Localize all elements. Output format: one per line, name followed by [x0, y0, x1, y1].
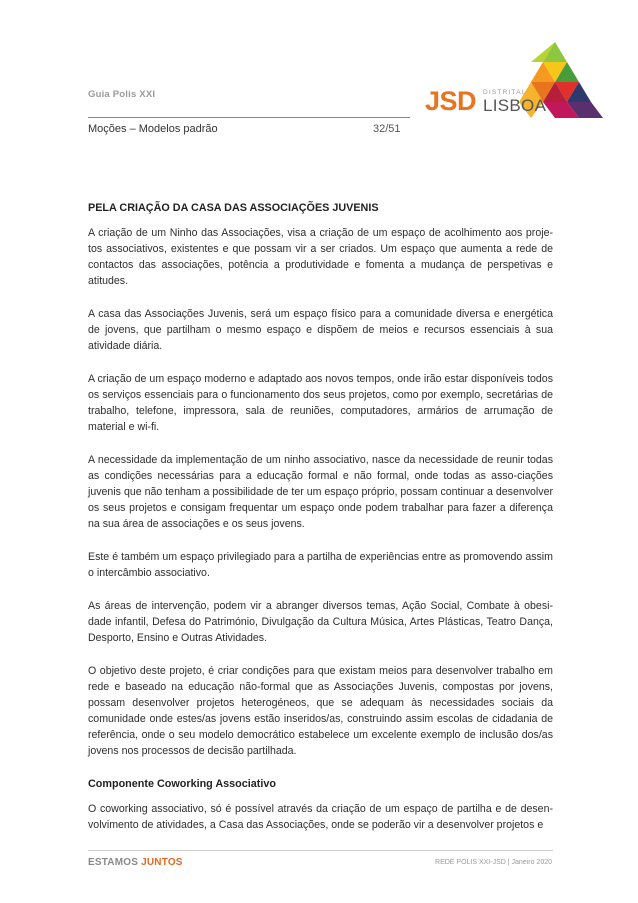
page-number: 32/51	[373, 123, 401, 135]
footer-slogan	[88, 857, 183, 868]
logo-lisboa-text: LISBOA	[483, 96, 547, 115]
body-paragraph: A necessidade da implementação de um ninho associativo, nasce da necessidade de reunir todas as condições necessárias para a educação formal e não formal, onde todas as asso-ciações juvenis que não tenham a possibilidade de ter um espaço próprio, possam continuar a desenvolver os seus projetos e consigam frequentar um espaço onde podem trabalhar para fazer a diferença na sua área de associações e os seus jovens.	[88, 454, 553, 530]
header-rule	[88, 117, 410, 118]
logo-jsd-text: JSD	[425, 86, 477, 116]
body-paragraph: O objetivo deste projeto, é criar condições para que existam meios para desenvolver trabalho em rede e baseado na educação não-formal que as Associações Juvenis, compostas por jovens, possam desenvolver projetos heterogéneos, que se adequam às necessidades sociais da comunidade onde estes/as jovens estão inseridos/as, construindo assim escolas de cidadania de referência, onde o seu modelo democrático estabelece um excelente exemplo de inclusão dos/as jovens nos processos de decisão partilhada.	[88, 665, 553, 757]
body-paragraph: A casa das Associações Juvenis, será um espaço físico para a comunidade diversa e energética de jovens, que partilham o mesmo espaço e dispõem de meios e recursos essenciais à sua atividade diária.	[88, 308, 553, 352]
header-subtitle: Guia Polis XXI	[88, 89, 156, 100]
body-paragraph: Este é também um espaço privilegiado para a partilha de experiências entre as promovendo assim o intercâmbio associativo.	[88, 551, 553, 579]
document-body	[88, 200, 553, 850]
body-paragraph: A criação de um espaço moderno e adaptado aos novos tempos, onde irão estar disponíveis todos os serviços essenciais para o funcionamento dos seus projetos, como por exemplo, secretárias de trabalho, telefone, impressora, sala de reuniões, computadores, armários de arrumação de material e wi-fi.	[88, 373, 553, 433]
footer-source: REDE POLIS XXI-JSD | Janeiro 2020	[435, 859, 552, 866]
footer-rule	[88, 850, 553, 851]
logo-distrital-text: DISTRITAL	[483, 89, 527, 96]
body-paragraph: A criação de um Ninho das Associações, visa a criação de um espaço de acolhimento aos proje-tos associativos, existentes e que possam vir a ser criados. Um espaço que aumenta a rede de contactos das associações, potência a produtividade e fomenta a mudança de perspetivas e atitudes.	[88, 227, 553, 287]
body-paragraph: As áreas de intervenção, podem vir a abranger diversos temas, Ação Social, Combate à obesi-dade infantil, Defesa do Património, Divulgação da Cultura Música, Artes Plásticas, Teatro Dança, Desporto, Ensino e Outras Atividades.	[88, 600, 553, 644]
footer-estamos: ESTAMOS	[88, 857, 139, 868]
footer-juntos: JUNTOS	[141, 857, 183, 868]
body-paragraph: O coworking associativo, só é possível através da criação de um espaço de partilha e de desen-volvimento de atividades, a Casa das Associações, onde se poderão vir a desenvolver projetos e	[88, 803, 553, 831]
document-title: Moções – Modelos padrão	[88, 123, 218, 135]
section-heading: PELA CRIAÇÃO DA CASA DAS ASSOCIAÇÕES JUVENIS	[88, 202, 379, 214]
subsection-heading: Componente Coworking Associativo	[88, 778, 276, 790]
